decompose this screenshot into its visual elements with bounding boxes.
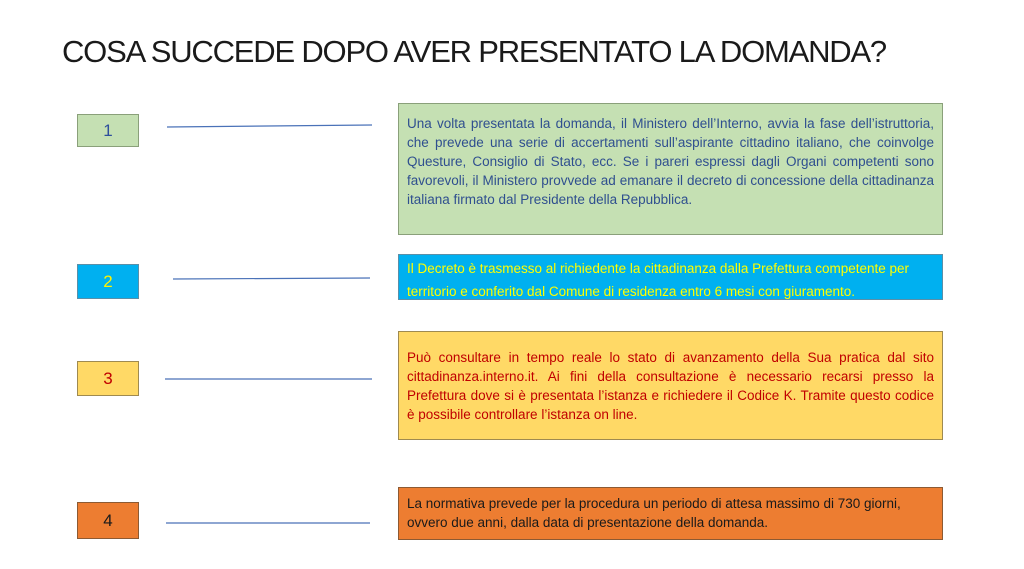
- connector-line-4: [165, 518, 373, 528]
- step-text-4: La normativa prevede per la procedura un periodo di attesa massimo di 730 giorni, ovvero due anni, dalla data di presentazione della domanda.: [407, 496, 901, 530]
- step-text-1: Una volta presentata la domanda, il Ministero dell’Interno, avvia la fase dell’istruttoria, che prevede una serie di accertamenti sull’aspirante cittadino italiano, che coinvolge Questure, Consiglio di Stato, ecc. Se i pareri espressi dagli Organi competenti sono favorevoli, il Ministero provvede ad emanare il decreto di concessione della cittadinanza italiana firmato dal Presidente della Repubblica.: [407, 116, 934, 207]
- step-text-box-3: [398, 331, 943, 440]
- step-number-1: 1: [77, 114, 139, 147]
- step-text-box-1: [398, 103, 943, 235]
- step-text-box-4: [398, 487, 943, 540]
- slide-title: COSA SUCCEDE DOPO AVER PRESENTATO LA DOMANDA?: [62, 34, 886, 69]
- connector-line-1: [166, 120, 374, 132]
- step-number-2: 2: [77, 264, 139, 299]
- connector-line-3: [164, 374, 374, 384]
- step-text-3: Può consultare in tempo reale lo stato di avanzamento della Sua pratica dal sito cittadinanza.interno.it. Ai fini della consultazione è necessario recarsi presso la Prefettura dove si è presentata l’istanza e richiedere il Codice K. Tramite questo codice è possibile controllare l’istanza on line.: [407, 350, 934, 422]
- step-text-2: Il Decreto è trasmesso al richiedente la cittadinanza dalla Prefettura competente per territorio e conferito dal Comune di residenza entro 6 mesi con giuramento.: [407, 261, 910, 299]
- step-text-box-2: [398, 254, 943, 300]
- connector-line-2: [172, 274, 372, 284]
- step-number-4: 4: [77, 502, 139, 539]
- step-number-3: 3: [77, 361, 139, 396]
